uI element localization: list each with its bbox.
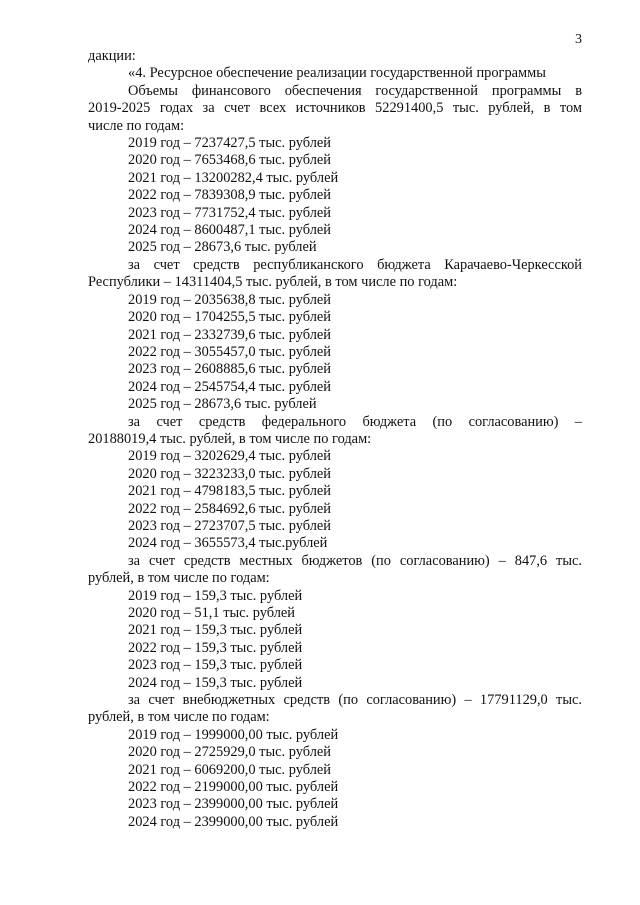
page-number: 3	[575, 32, 582, 47]
extra-year-2020: 2020 год – 2725929,0 тыс. рублей	[128, 744, 331, 761]
extra-line-1: за счет внебюджетных средств (по согласованию) – 17791129,0 тыс.	[128, 692, 582, 709]
local-year-2022: 2022 год – 159,3 тыс. рублей	[128, 639, 303, 656]
extrabudgetary-funding-block	[88, 692, 582, 831]
republic-year-2024: 2024 год – 2545754,4 тыс. рублей	[128, 378, 331, 395]
federal-year-2024: 2024 год – 3655573,4 тыс.рублей	[128, 535, 328, 552]
federal-line-1: за счет средств федерального бюджета (по согласованию) –	[128, 413, 582, 430]
republic-line-2: Республики – 14311404,5 тыс. рублей, в том числе по годам:	[88, 274, 458, 291]
total-year-2025: 2025 год – 28673,6 тыс. рублей	[128, 239, 317, 256]
local-line-2: рублей, в том числе по годам:	[88, 570, 270, 587]
extra-year-2019: 2019 год – 1999000,00 тыс. рублей	[128, 726, 339, 743]
federal-year-2023: 2023 год – 2723707,5 тыс. рублей	[128, 517, 331, 534]
federal-funding-block	[88, 414, 582, 553]
total-funding-block	[88, 83, 582, 257]
federal-year-2019: 2019 год – 3202629,4 тыс. рублей	[128, 448, 331, 465]
republic-year-2020: 2020 год – 1704255,5 тыс. рублей	[128, 309, 331, 326]
extra-year-2023: 2023 год – 2399000,00 тыс. рублей	[128, 796, 339, 813]
total-line-1: Объемы финансового обеспечения государственной программы в	[128, 82, 582, 99]
local-funding-block	[88, 553, 582, 692]
total-year-2019: 2019 год – 7237427,5 тыс. рублей	[128, 135, 331, 152]
republic-year-2021: 2021 год – 2332739,6 тыс. рублей	[128, 326, 331, 343]
section-heading: «4. Ресурсное обеспечение реализации государственной программы	[128, 65, 546, 82]
republic-year-2023: 2023 год – 2608885,6 тыс. рублей	[128, 361, 331, 378]
total-line-3: числе по годам:	[88, 117, 185, 134]
extra-year-2022: 2022 год – 2199000,00 тыс. рублей	[128, 779, 339, 796]
total-year-2021: 2021 год – 13200282,4 тыс. рублей	[128, 169, 339, 186]
extra-year-2021: 2021 год – 6069200,0 тыс. рублей	[128, 761, 331, 778]
lead-text: дакции:	[88, 48, 136, 64]
total-year-2022: 2022 год – 7839308,9 тыс. рублей	[128, 187, 331, 204]
federal-line-2: 20188019,4 тыс. рублей, в том числе по годам:	[88, 430, 372, 447]
republic-line-1: за счет средств республиканского бюджета Карачаево-Черкесской	[128, 256, 582, 273]
republic-year-2019: 2019 год – 2035638,8 тыс. рублей	[128, 291, 331, 308]
federal-year-2022: 2022 год – 2584692,6 тыс. рублей	[128, 500, 331, 517]
republic-funding-block	[88, 257, 582, 414]
total-year-2024: 2024 год – 8600487,1 тыс. рублей	[128, 222, 331, 239]
republic-year-2022: 2022 год – 3055457,0 тыс. рублей	[128, 343, 331, 360]
federal-year-2020: 2020 год – 3223233,0 тыс. рублей	[128, 465, 331, 482]
total-year-2020: 2020 год – 7653468,6 тыс. рублей	[128, 152, 331, 169]
extra-line-2: рублей, в том числе по годам:	[88, 709, 270, 726]
extra-year-2024: 2024 год – 2399000,00 тыс. рублей	[128, 813, 339, 830]
local-year-2020: 2020 год – 51,1 тыс. рублей	[128, 605, 295, 621]
republic-year-2025: 2025 год – 28673,6 тыс. рублей	[128, 396, 317, 413]
total-year-2023: 2023 год – 7731752,4 тыс. рублей	[128, 204, 331, 221]
local-line-1: за счет средств местных бюджетов (по согласованию) – 847,6 тыс.	[128, 552, 582, 569]
local-year-2019: 2019 год – 159,3 тыс. рублей	[128, 587, 303, 604]
local-year-2021: 2021 год – 159,3 тыс. рублей	[128, 622, 303, 639]
document-body	[88, 48, 582, 831]
local-year-2024: 2024 год – 159,3 тыс. рублей	[128, 674, 303, 691]
total-line-2: 2019-2025 годах за счет всех источников 52291400,5 тыс. рублей, в том	[88, 100, 582, 117]
local-year-2023: 2023 год – 159,3 тыс. рублей	[128, 657, 303, 674]
federal-year-2021: 2021 год – 4798183,5 тыс. рублей	[128, 483, 331, 500]
